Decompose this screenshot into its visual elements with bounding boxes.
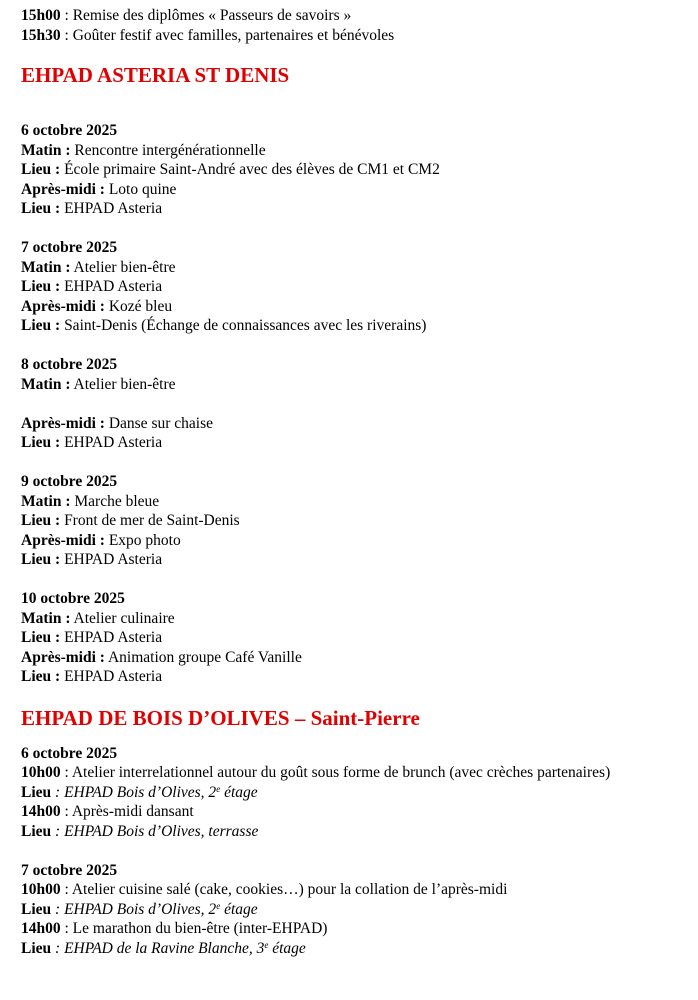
line-text: Atelier bien-être	[70, 375, 176, 393]
schedule-line	[21, 375, 681, 395]
line-label: Lieu :	[21, 200, 61, 217]
line-text: École primaire Saint-André avec des élèves de CM1 et CM2	[60, 161, 440, 178]
day-date: 10 octobre 2025	[21, 590, 125, 607]
line-text: Saint-Denis (Échange de connaissances avec les riverains)	[60, 317, 427, 334]
line-text: Danse sur chaise	[104, 414, 213, 432]
schedule-line	[21, 316, 681, 336]
line-text: Kozé bleu	[104, 297, 173, 315]
document-page	[21, 6, 681, 958]
time-label: 14h00	[21, 803, 61, 820]
line-label: Lieu :	[21, 317, 61, 334]
blank-line	[21, 219, 681, 239]
line-label: Lieu :	[21, 512, 61, 529]
location-text	[51, 940, 306, 957]
schedule-line	[21, 763, 621, 783]
intro-line	[21, 6, 681, 26]
line-text: Front de mer de Saint-Denis	[60, 512, 240, 529]
line-label: Lieu :	[21, 161, 61, 178]
line-label: Après-midi :	[21, 648, 105, 666]
time-label: 15h00	[21, 7, 61, 24]
day-date: 8 octobre 2025	[21, 356, 118, 373]
blank-line	[21, 394, 681, 414]
line-label: Matin :	[21, 609, 71, 627]
section-heading-asteria: EHPAD ASTERIA ST DENIS	[21, 63, 290, 87]
line-text: : Après-midi dansant	[60, 803, 194, 820]
activity-text: Remise des diplômes « Passeurs de savoirs »	[72, 7, 352, 24]
time-label: 15h30	[21, 26, 61, 44]
schedule-line	[21, 802, 681, 822]
line-label: Lieu :	[21, 668, 61, 685]
schedule-line	[21, 511, 681, 531]
ordinal-suffix: e	[264, 939, 269, 950]
schedule-line	[21, 531, 681, 551]
line-text: Atelier bien-être	[70, 258, 176, 276]
schedule-line	[21, 783, 681, 803]
line-text: EHPAD Asteria	[60, 278, 163, 295]
day-date: 6 octobre 2025	[21, 744, 118, 762]
line-label: Matin :	[21, 141, 71, 159]
schedule-line	[21, 880, 681, 900]
schedule-line	[21, 258, 681, 278]
schedule-line	[21, 648, 681, 668]
line-text: EHPAD Asteria	[60, 551, 163, 568]
schedule-line	[21, 822, 681, 842]
schedule-line	[21, 628, 681, 648]
line-label: Après-midi :	[21, 297, 105, 315]
line-label: Lieu	[21, 939, 52, 957]
location-text-start: : EHPAD Bois d’Olives, 2	[51, 900, 217, 918]
line-text: EHPAD Asteria	[60, 434, 163, 451]
schedule-line	[21, 277, 681, 297]
schedule-line	[21, 141, 681, 161]
schedule-line	[21, 939, 681, 959]
location-text-start: : EHPAD de la Ravine Blanche, 3	[51, 939, 265, 957]
line-text: EHPAD Asteria	[60, 668, 163, 685]
line-label: Lieu :	[21, 434, 61, 451]
line-text: Marche bleue	[70, 492, 160, 510]
schedule-line	[21, 609, 681, 629]
activity-text: Goûter festif avec familles, partenaires et bénévoles	[72, 26, 395, 44]
location-text	[51, 901, 257, 918]
blank-line	[21, 453, 681, 473]
line-label: Lieu	[21, 900, 52, 918]
day-date: 6 octobre 2025	[21, 122, 118, 139]
line-text: EHPAD Asteria	[60, 629, 163, 646]
line-label: Lieu :	[21, 629, 61, 646]
time-label: 10h00	[21, 764, 61, 781]
blank-line	[21, 570, 681, 590]
location-text-end: étage	[268, 939, 306, 957]
line-label: Après-midi :	[21, 180, 105, 198]
location-text	[51, 784, 257, 801]
location-text-start: : EHPAD Bois d’Olives, 2	[51, 783, 217, 801]
location-text-end: étage	[220, 900, 258, 918]
schedule-line	[21, 667, 681, 687]
day-date: 7 octobre 2025	[21, 239, 118, 256]
schedule-line	[21, 180, 681, 200]
ordinal-suffix: e	[216, 783, 221, 794]
separator: :	[60, 26, 73, 44]
line-label: Matin :	[21, 492, 71, 510]
location-text: : EHPAD Bois d’Olives, terrasse	[51, 822, 259, 840]
line-text: Expo photo	[104, 531, 181, 549]
line-text: EHPAD Asteria	[60, 200, 163, 217]
line-text: Atelier culinaire	[70, 609, 175, 627]
line-label: Lieu	[21, 822, 52, 840]
time-label: 10h00	[21, 881, 61, 898]
line-label: Lieu :	[21, 551, 61, 568]
location-text-end: étage	[220, 783, 258, 801]
time-label: 14h00	[21, 920, 61, 937]
line-label: Après-midi :	[21, 414, 105, 432]
line-label: Matin :	[21, 375, 71, 393]
blank-line	[21, 841, 681, 861]
intro-line	[21, 26, 681, 46]
schedule-line	[21, 492, 681, 512]
line-text: : Atelier interrelationnel autour du goût sous forme de brunch (avec crèches partenaires)	[60, 764, 611, 781]
schedule-line	[21, 900, 681, 920]
line-label: Après-midi :	[21, 531, 105, 549]
line-label: Lieu	[21, 783, 52, 801]
blank-line	[21, 336, 681, 356]
schedule-line	[21, 550, 681, 570]
line-text: Rencontre intergénérationnelle	[70, 141, 266, 159]
schedule-line	[21, 297, 681, 317]
ordinal-suffix: e	[216, 900, 221, 911]
schedule-line	[21, 414, 681, 434]
line-text: Animation groupe Café Vanille	[104, 648, 302, 666]
line-text: : Atelier cuisine salé (cake, cookies…) pour la collation de l’après-midi	[60, 881, 508, 898]
line-text: Loto quine	[104, 180, 177, 198]
day-date: 9 octobre 2025	[21, 473, 118, 490]
schedule-line	[21, 919, 681, 939]
line-text: : Le marathon du bien-être (inter-EHPAD)	[60, 920, 328, 937]
line-label: Matin :	[21, 258, 71, 276]
schedule-line	[21, 199, 681, 219]
day-date: 7 octobre 2025	[21, 861, 118, 879]
section-heading-bois-dolives: EHPAD DE BOIS D’OLIVES – Saint-Pierre	[21, 705, 420, 730]
schedule-line	[21, 160, 681, 180]
schedule-line	[21, 433, 681, 453]
line-label: Lieu :	[21, 278, 61, 295]
separator: :	[60, 7, 73, 24]
